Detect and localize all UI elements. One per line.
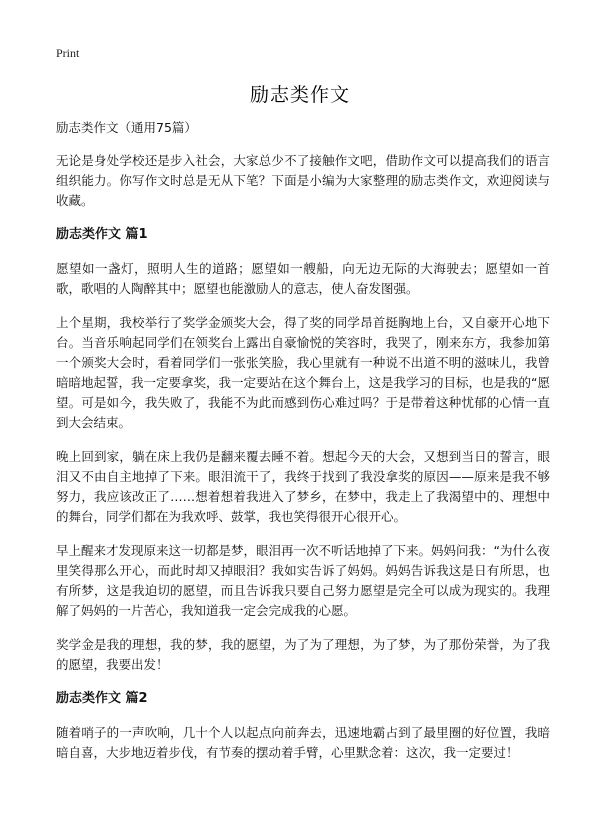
page-title: 励志类作文 bbox=[249, 84, 350, 106]
paragraph: 早上醒来才发现原来这一切都是梦，眼泪再一次不听话地掉了下来。妈妈问我：“为什么夜里笑得那么开心，而此时却又掉眼泪？我如实告诉了妈妈。妈妈告诉我这是日有所思，也有所梦，这是我迫切的愿望，而且告诉我只要自己努力愿望是完全可以成为现实的。我理解了妈妈的一片苦心，我知道我一定会完成我的心愿。 bbox=[56, 543, 550, 618]
paragraph: 愿望如一盏灯，照明人生的道路；愿望如一艘船，向无边无际的大海驶去；愿望如一首歌，歌唱的人陶醉其中；愿望也能激励人的意志，使人奋发图强。 bbox=[56, 261, 550, 296]
section-heading-2: 励志类作文 篇2 bbox=[56, 691, 148, 706]
section-heading-1: 励志类作文 篇1 bbox=[56, 227, 148, 242]
article-body bbox=[56, 118, 550, 777]
intro-paragraph: 无论是身处学校还是步入社会，大家总少不了接触作文吧，借助作文可以提高我们的语言组织能力。你写作文时总是无从下笔？下面是小编为大家整理的励志类作文，欢迎阅读与收藏。 bbox=[56, 153, 550, 208]
paragraph: 上个星期，我校举行了奖学金颁奖大会，得了奖的同学昂首挺胸地上台，又自豪开心地下台。当音乐响起同学们在领奖台上露出自豪愉悦的笑容时，我哭了，刚来东方，我参加第一个颁奖大会时，看着同学们一张张笑脸，我心里就有一种说不出道不明的滋味儿，我曾暗暗地起誓，我一定要拿奖，我一定要站在这个舞台上，这是我学习的目标，也是我的“愿望。可是如今，我失败了，我能不为此而感到伤心难过吗？于是带着这种忧郁的心情一直到大会结束。 bbox=[56, 315, 550, 430]
paragraph: 奖学金是我的理想，我的梦，我的愿望，为了为了理想，为了梦，为了那份荣誉，为了我的愿望，我要出发！ bbox=[56, 637, 550, 672]
paragraph: 晚上回到家，躺在床上我仍是翻来覆去睡不着。想起今天的大会，又想到当日的誓言，眼泪又不由自主地掉了下来。眼泪流干了，我终于找到了我没拿奖的原因——原来是我不够努力，我应该改正了……想着想着我进入了梦乡，在梦中，我走上了我渴望中的、理想中的舞台，同学们都在为我欢呼、鼓掌，我也笑得很开心很开心。 bbox=[56, 449, 550, 524]
print-link[interactable]: Print bbox=[56, 46, 80, 60]
article-subtitle: 励志类作文（通用75篇） bbox=[56, 120, 197, 135]
paragraph: 随着哨子的一声吹响，几十个人以起点向前奔去，迅速地霸占到了最里圈的好位置，我暗暗自喜，大步地迈着步伐，有节奏的摆动着手臂，心里默念着：这次，我一定要过！ bbox=[56, 725, 550, 760]
